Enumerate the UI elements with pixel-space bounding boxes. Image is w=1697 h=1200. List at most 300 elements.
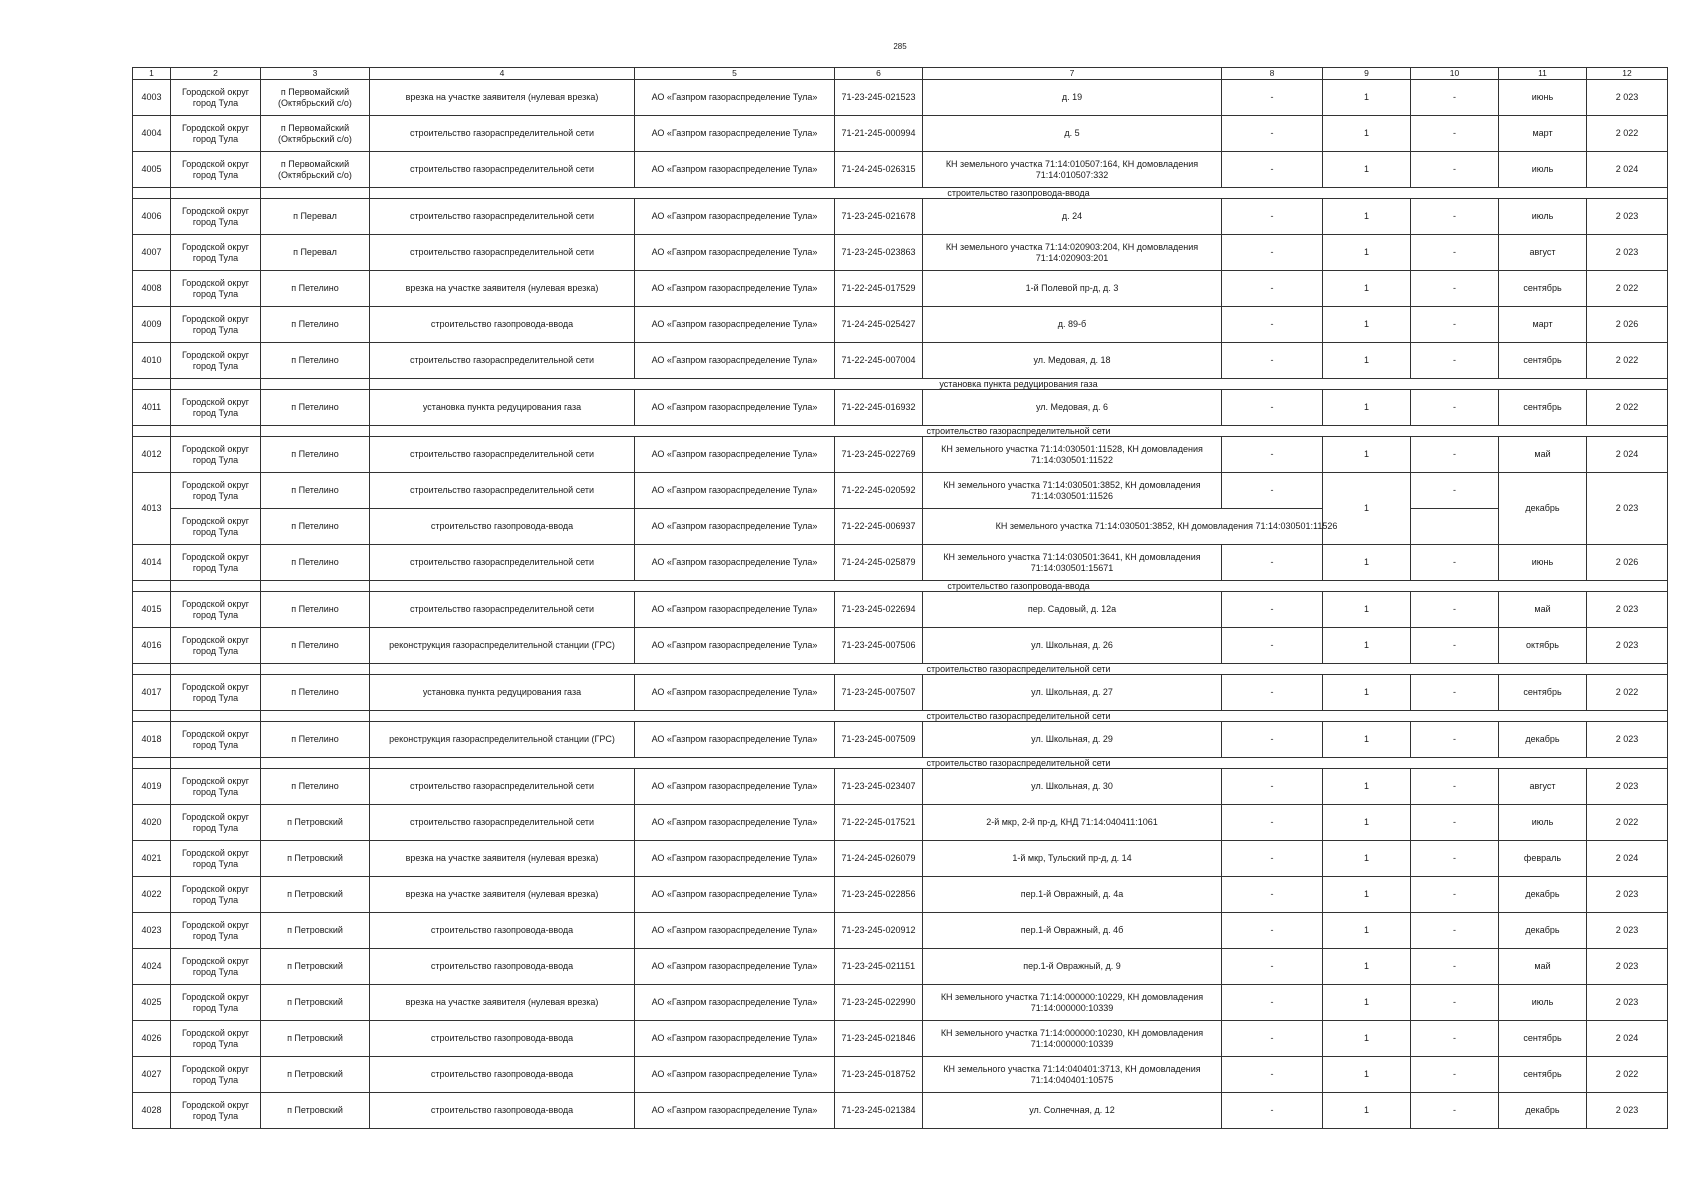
- table-row: [133, 473, 1668, 509]
- col-organization: АО «Газпром газораспределение Тула»: [635, 628, 835, 664]
- col-month: август: [1499, 235, 1587, 271]
- col-number: 4017: [133, 675, 171, 711]
- col-month: июнь: [1499, 545, 1587, 581]
- col-quantity: 1: [1323, 235, 1411, 271]
- col-month: июль: [1499, 985, 1587, 1021]
- col-address: д. 89-б: [923, 307, 1222, 343]
- col-settlement: п Петелино: [261, 722, 370, 758]
- blank-cell: [261, 664, 370, 675]
- col-application-id: 71-23-245-007509: [835, 722, 923, 758]
- subheader-row: [133, 758, 1668, 769]
- col-col10: -: [1411, 390, 1499, 426]
- header-col-number: 1: [133, 68, 171, 80]
- table-row: [133, 675, 1668, 711]
- col-municipality: Городской округ город Тула: [171, 199, 261, 235]
- col-col10: -: [1411, 235, 1499, 271]
- col-col8: -: [1222, 80, 1323, 116]
- page-number: 285: [893, 42, 907, 51]
- col-number: 4011: [133, 390, 171, 426]
- col-municipality: Городской округ город Тула: [171, 628, 261, 664]
- col-quantity: 1: [1323, 271, 1411, 307]
- col-quantity: 1: [1323, 473, 1411, 545]
- col-municipality: Городской округ город Тула: [171, 116, 261, 152]
- col-number: 4013: [133, 473, 171, 545]
- col-organization: АО «Газпром газораспределение Тула»: [635, 675, 835, 711]
- header-col-col8: 8: [1222, 68, 1323, 80]
- col-year: 2 023: [1587, 473, 1668, 545]
- col-col8: -: [1222, 307, 1323, 343]
- blank-cell: [171, 758, 261, 769]
- col-quantity: 1: [1323, 343, 1411, 379]
- col-organization: АО «Газпром газораспределение Тула»: [635, 769, 835, 805]
- col-settlement: п Петровский: [261, 913, 370, 949]
- col-application-id: 71-24-245-025427: [835, 307, 923, 343]
- col-settlement: п Петелино: [261, 545, 370, 581]
- col-col8: -: [1222, 390, 1323, 426]
- col-quantity: 1: [1323, 1021, 1411, 1057]
- col-application-id: 71-22-245-016932: [835, 390, 923, 426]
- col-col10: -: [1411, 628, 1499, 664]
- col-number: 4007: [133, 235, 171, 271]
- col-year: 2 023: [1587, 877, 1668, 913]
- col-year: 2 023: [1587, 628, 1668, 664]
- col-col8: -: [1222, 1021, 1323, 1057]
- col-work-type: строительство газораспределительной сети: [370, 769, 635, 805]
- col-work-type: реконструкция газораспределительной станции (ГРС): [370, 722, 635, 758]
- table-row: [133, 769, 1668, 805]
- col-year: 2 023: [1587, 592, 1668, 628]
- col-application-id: 71-23-245-021678: [835, 199, 923, 235]
- col-application-id: 71-23-245-021151: [835, 949, 923, 985]
- col-work-type: строительство газопровода-ввода: [370, 913, 635, 949]
- col-col8: -: [1222, 473, 1323, 509]
- col-address: ул. Медовая, д. 18: [923, 343, 1222, 379]
- col-address: ул. Школьная, д. 26: [923, 628, 1222, 664]
- col-year: 2 023: [1587, 199, 1668, 235]
- col-address: КН земельного участка 71:14:030501:3852, КН домовладения 71:14:030501:11526: [923, 509, 1411, 545]
- col-work-type: строительство газопровода-ввода: [370, 1093, 635, 1129]
- col-municipality: Городской округ город Тула: [171, 390, 261, 426]
- col-work-type: строительство газораспределительной сети: [370, 152, 635, 188]
- col-col10: -: [1411, 769, 1499, 805]
- col-municipality: Городской округ город Тула: [171, 271, 261, 307]
- col-address: д. 5: [923, 116, 1222, 152]
- col-year: 2 023: [1587, 913, 1668, 949]
- col-month: сентябрь: [1499, 343, 1587, 379]
- col-col10: -: [1411, 437, 1499, 473]
- col-col10: -: [1411, 473, 1499, 509]
- register-table: [132, 67, 1668, 1129]
- col-col8: -: [1222, 628, 1323, 664]
- col-month: май: [1499, 592, 1587, 628]
- col-work-type: строительство газораспределительной сети: [370, 235, 635, 271]
- blank-cell: [171, 581, 261, 592]
- col-work-type: строительство газораспределительной сети: [370, 473, 635, 509]
- header-col-work-type: 4: [370, 68, 635, 80]
- col-number: 4012: [133, 437, 171, 473]
- col-year: 2 022: [1587, 675, 1668, 711]
- col-address: КН земельного участка 71:14:000000:10230, КН домовладения 71:14:000000:10339: [923, 1021, 1222, 1057]
- col-month: май: [1499, 437, 1587, 473]
- col-col10: -: [1411, 116, 1499, 152]
- col-year: 2 024: [1587, 437, 1668, 473]
- col-quantity: 1: [1323, 437, 1411, 473]
- col-year: 2 023: [1587, 949, 1668, 985]
- col-quantity: 1: [1323, 805, 1411, 841]
- col-number: 4018: [133, 722, 171, 758]
- col-month: сентябрь: [1499, 1057, 1587, 1093]
- col-month: сентябрь: [1499, 675, 1587, 711]
- table-row: [133, 80, 1668, 116]
- table-row: [133, 509, 1668, 545]
- col-organization: АО «Газпром газораспределение Тула»: [635, 805, 835, 841]
- col-address: ул. Солнечная, д. 12: [923, 1093, 1222, 1129]
- col-organization: АО «Газпром газораспределение Тула»: [635, 509, 835, 545]
- col-number: 4024: [133, 949, 171, 985]
- col-municipality: Городской округ город Тула: [171, 769, 261, 805]
- table-row: [133, 437, 1668, 473]
- col-col10: -: [1411, 913, 1499, 949]
- col-work-type: врезка на участке заявителя (нулевая врезка): [370, 841, 635, 877]
- blank-cell: [133, 426, 171, 437]
- blank-cell: [171, 711, 261, 722]
- col-application-id: 71-23-245-007506: [835, 628, 923, 664]
- header-col-address: 7: [923, 68, 1222, 80]
- col-application-id: 71-23-245-020912: [835, 913, 923, 949]
- col-work-type: врезка на участке заявителя (нулевая врезка): [370, 985, 635, 1021]
- col-settlement: п Петровский: [261, 1093, 370, 1129]
- col-application-id: 71-23-245-022769: [835, 437, 923, 473]
- col-organization: АО «Газпром газораспределение Тула»: [635, 343, 835, 379]
- table-row: [133, 1093, 1668, 1129]
- col-col10: -: [1411, 1057, 1499, 1093]
- blank-cell: [171, 664, 261, 675]
- blank-cell: [261, 758, 370, 769]
- col-quantity: 1: [1323, 841, 1411, 877]
- col-year: 2 023: [1587, 80, 1668, 116]
- col-organization: АО «Газпром газораспределение Тула»: [635, 1057, 835, 1093]
- col-organization: АО «Газпром газораспределение Тула»: [635, 1021, 835, 1057]
- table-row: [133, 592, 1668, 628]
- col-settlement: п Перевал: [261, 235, 370, 271]
- col-application-id: 71-24-245-026315: [835, 152, 923, 188]
- col-number: 4008: [133, 271, 171, 307]
- col-municipality: Городской округ город Тула: [171, 1057, 261, 1093]
- col-quantity: 1: [1323, 390, 1411, 426]
- header-col-year: 12: [1587, 68, 1668, 80]
- col-organization: АО «Газпром газораспределение Тула»: [635, 437, 835, 473]
- blank-cell: [261, 426, 370, 437]
- blank-cell: [261, 711, 370, 722]
- col-col8: -: [1222, 805, 1323, 841]
- col-number: 4028: [133, 1093, 171, 1129]
- table-row: [133, 985, 1668, 1021]
- col-quantity: 1: [1323, 1093, 1411, 1129]
- table-row: [133, 235, 1668, 271]
- col-col8: -: [1222, 722, 1323, 758]
- col-settlement: п Петровский: [261, 877, 370, 913]
- col-application-id: 71-22-245-007004: [835, 343, 923, 379]
- col-month: сентябрь: [1499, 390, 1587, 426]
- table-row: [133, 307, 1668, 343]
- col-application-id: 71-23-245-023863: [835, 235, 923, 271]
- col-year: 2 022: [1587, 271, 1668, 307]
- col-year: 2 022: [1587, 805, 1668, 841]
- col-month: март: [1499, 116, 1587, 152]
- table-row: [133, 343, 1668, 379]
- col-month: июль: [1499, 152, 1587, 188]
- col-number: 4019: [133, 769, 171, 805]
- col-settlement: п Петровский: [261, 1057, 370, 1093]
- col-number: 4003: [133, 80, 171, 116]
- col-settlement: п Петровский: [261, 841, 370, 877]
- header-col-month: 11: [1499, 68, 1587, 80]
- col-organization: АО «Газпром газораспределение Тула»: [635, 913, 835, 949]
- col-col10: -: [1411, 985, 1499, 1021]
- col-settlement: п Петелино: [261, 307, 370, 343]
- col-settlement: п Петелино: [261, 343, 370, 379]
- blank-cell: [261, 581, 370, 592]
- header-col-col10: 10: [1411, 68, 1499, 80]
- table-row: [133, 628, 1668, 664]
- table-row: [133, 805, 1668, 841]
- col-address: 1-й Полевой пр-д, д. 3: [923, 271, 1222, 307]
- col-number: 4016: [133, 628, 171, 664]
- col-year: 2 023: [1587, 1093, 1668, 1129]
- col-col8: -: [1222, 949, 1323, 985]
- col-number: 4014: [133, 545, 171, 581]
- col-col10: -: [1411, 343, 1499, 379]
- col-application-id: 71-23-245-021384: [835, 1093, 923, 1129]
- col-quantity: 1: [1323, 116, 1411, 152]
- blank-cell: [261, 188, 370, 199]
- col-settlement: п Перевал: [261, 199, 370, 235]
- table-row: [133, 271, 1668, 307]
- col-year: 2 022: [1587, 343, 1668, 379]
- col-number: 4021: [133, 841, 171, 877]
- col-col10: -: [1411, 949, 1499, 985]
- col-year: 2 026: [1587, 545, 1668, 581]
- col-col8: -: [1222, 199, 1323, 235]
- col-settlement: п Петелино: [261, 592, 370, 628]
- col-organization: АО «Газпром газораспределение Тула»: [635, 1093, 835, 1129]
- col-municipality: Городской округ город Тула: [171, 307, 261, 343]
- col-municipality: Городской округ город Тула: [171, 985, 261, 1021]
- col-quantity: 1: [1323, 913, 1411, 949]
- col-organization: АО «Газпром газораспределение Тула»: [635, 152, 835, 188]
- section-label: строительство газопровода-ввода: [370, 188, 1668, 199]
- col-work-type: врезка на участке заявителя (нулевая врезка): [370, 877, 635, 913]
- col-work-type: строительство газораспределительной сети: [370, 592, 635, 628]
- col-col10: -: [1411, 841, 1499, 877]
- section-label: строительство газораспределительной сети: [370, 426, 1668, 437]
- subheader-row: [133, 426, 1668, 437]
- col-year: 2 022: [1587, 390, 1668, 426]
- col-number: 4005: [133, 152, 171, 188]
- col-col10: -: [1411, 545, 1499, 581]
- col-month: август: [1499, 769, 1587, 805]
- col-year: 2 023: [1587, 722, 1668, 758]
- col-col8: -: [1222, 1093, 1323, 1129]
- col-quantity: 1: [1323, 675, 1411, 711]
- col-settlement: п Петровский: [261, 949, 370, 985]
- col-work-type: установка пункта редуцирования газа: [370, 675, 635, 711]
- section-label: строительство газораспределительной сети: [370, 758, 1668, 769]
- col-municipality: Городской округ город Тула: [171, 343, 261, 379]
- col-col8: -: [1222, 1057, 1323, 1093]
- col-col8: -: [1222, 675, 1323, 711]
- col-number: 4020: [133, 805, 171, 841]
- col-number: 4010: [133, 343, 171, 379]
- col-month: июнь: [1499, 80, 1587, 116]
- col-quantity: 1: [1323, 152, 1411, 188]
- col-address: 1-й мкр, Тульский пр-д, д. 14: [923, 841, 1222, 877]
- col-address: КН земельного участка 71:14:040401:3713, КН домовладения 71:14:040401:10575: [923, 1057, 1222, 1093]
- col-month: сентябрь: [1499, 271, 1587, 307]
- col-quantity: 1: [1323, 80, 1411, 116]
- section-label: установка пункта редуцирования газа: [370, 379, 1668, 390]
- blank-cell: [133, 664, 171, 675]
- col-work-type: строительство газопровода-ввода: [370, 1021, 635, 1057]
- col-application-id: 71-22-245-020592: [835, 473, 923, 509]
- col-year: 2 022: [1587, 1057, 1668, 1093]
- col-col10: -: [1411, 877, 1499, 913]
- col-address: пер.1-й Овражный, д. 4б: [923, 913, 1222, 949]
- col-number: 4026: [133, 1021, 171, 1057]
- blank-cell: [133, 581, 171, 592]
- col-organization: АО «Газпром газораспределение Тула»: [635, 80, 835, 116]
- subheader-row: [133, 664, 1668, 675]
- col-address: д. 19: [923, 80, 1222, 116]
- col-month: сентябрь: [1499, 1021, 1587, 1057]
- col-col8: -: [1222, 437, 1323, 473]
- col-settlement: п Первомайский (Октябрьский с/о): [261, 116, 370, 152]
- col-municipality: Городской округ город Тула: [171, 592, 261, 628]
- col-application-id: 71-24-245-025879: [835, 545, 923, 581]
- col-application-id: 71-22-245-006937: [835, 509, 923, 545]
- blank-cell: [133, 758, 171, 769]
- col-settlement: п Петелино: [261, 628, 370, 664]
- col-quantity: 1: [1323, 985, 1411, 1021]
- col-organization: АО «Газпром газораспределение Тула»: [635, 545, 835, 581]
- col-quantity: 1: [1323, 592, 1411, 628]
- col-municipality: Городской округ город Тула: [171, 152, 261, 188]
- col-application-id: 71-23-245-021523: [835, 80, 923, 116]
- col-col10: -: [1411, 271, 1499, 307]
- col-work-type: строительство газораспределительной сети: [370, 437, 635, 473]
- col-col10: -: [1411, 80, 1499, 116]
- col-work-type: реконструкция газораспределительной станции (ГРС): [370, 628, 635, 664]
- col-col8: -: [1222, 271, 1323, 307]
- col-application-id: 71-23-245-007507: [835, 675, 923, 711]
- col-quantity: 1: [1323, 769, 1411, 805]
- table-row: [133, 1021, 1668, 1057]
- col-month: май: [1499, 949, 1587, 985]
- col-work-type: врезка на участке заявителя (нулевая врезка): [370, 271, 635, 307]
- col-year: 2 024: [1587, 152, 1668, 188]
- col-address: КН земельного участка 71:14:030501:3641, КН домовладения 71:14:030501:15671: [923, 545, 1222, 581]
- col-municipality: Городской округ город Тула: [171, 722, 261, 758]
- col-municipality: Городской округ город Тула: [171, 675, 261, 711]
- col-col10: [1411, 509, 1499, 545]
- col-settlement: п Петелино: [261, 675, 370, 711]
- col-address: пер.1-й Овражный, д. 4а: [923, 877, 1222, 913]
- col-year: 2 023: [1587, 985, 1668, 1021]
- col-settlement: п Петелино: [261, 437, 370, 473]
- col-application-id: 71-23-245-022990: [835, 985, 923, 1021]
- col-organization: АО «Газпром газораспределение Тула»: [635, 473, 835, 509]
- col-settlement: п Петелино: [261, 473, 370, 509]
- col-work-type: строительство газопровода-ввода: [370, 509, 635, 545]
- col-month: декабрь: [1499, 913, 1587, 949]
- col-quantity: 1: [1323, 877, 1411, 913]
- col-number: 4015: [133, 592, 171, 628]
- header-col-municipality: 2: [171, 68, 261, 80]
- section-label: строительство газораспределительной сети: [370, 664, 1668, 675]
- col-organization: АО «Газпром газораспределение Тула»: [635, 949, 835, 985]
- col-quantity: 1: [1323, 545, 1411, 581]
- subheader-row: [133, 711, 1668, 722]
- table-row: [133, 1057, 1668, 1093]
- table-row: [133, 877, 1668, 913]
- col-settlement: п Петелино: [261, 769, 370, 805]
- col-month: июль: [1499, 199, 1587, 235]
- col-number: 4009: [133, 307, 171, 343]
- col-work-type: строительство газораспределительной сети: [370, 116, 635, 152]
- col-organization: АО «Газпром газораспределение Тула»: [635, 199, 835, 235]
- col-year: 2 026: [1587, 307, 1668, 343]
- col-col8: -: [1222, 235, 1323, 271]
- col-col8: -: [1222, 877, 1323, 913]
- header-row: [133, 68, 1668, 80]
- col-settlement: п Петровский: [261, 1021, 370, 1057]
- col-col8: -: [1222, 592, 1323, 628]
- col-quantity: 1: [1323, 949, 1411, 985]
- col-col8: -: [1222, 343, 1323, 379]
- col-municipality: Городской округ город Тула: [171, 1021, 261, 1057]
- col-col10: -: [1411, 592, 1499, 628]
- col-organization: АО «Газпром газораспределение Тула»: [635, 592, 835, 628]
- table-row: [133, 949, 1668, 985]
- col-address: пер. Садовый, д. 12а: [923, 592, 1222, 628]
- table-row: [133, 116, 1668, 152]
- col-organization: АО «Газпром газораспределение Тула»: [635, 877, 835, 913]
- col-address: ул. Школьная, д. 30: [923, 769, 1222, 805]
- subheader-row: [133, 188, 1668, 199]
- subheader-row: [133, 581, 1668, 592]
- col-municipality: Городской округ город Тула: [171, 1093, 261, 1129]
- col-number: 4022: [133, 877, 171, 913]
- table-row: [133, 545, 1668, 581]
- col-month: июль: [1499, 805, 1587, 841]
- header-col-organization: 5: [635, 68, 835, 80]
- col-work-type: строительство газораспределительной сети: [370, 343, 635, 379]
- col-quantity: 1: [1323, 722, 1411, 758]
- table-row: [133, 390, 1668, 426]
- col-address: КН земельного участка 71:14:000000:10229, КН домовладения 71:14:000000:10339: [923, 985, 1222, 1021]
- col-application-id: 71-22-245-017529: [835, 271, 923, 307]
- col-col8: -: [1222, 913, 1323, 949]
- col-settlement: п Первомайский (Октябрьский с/о): [261, 152, 370, 188]
- col-application-id: 71-23-245-022856: [835, 877, 923, 913]
- col-application-id: 71-23-245-018752: [835, 1057, 923, 1093]
- col-month: декабрь: [1499, 1093, 1587, 1129]
- col-settlement: п Первомайский (Октябрьский с/о): [261, 80, 370, 116]
- col-address: КН земельного участка 71:14:020903:204, КН домовладения 71:14:020903:201: [923, 235, 1222, 271]
- table-row: [133, 841, 1668, 877]
- col-address: ул. Школьная, д. 27: [923, 675, 1222, 711]
- col-address: КН земельного участка 71:14:030501:3852, КН домовладения 71:14:030501:11526: [923, 473, 1222, 509]
